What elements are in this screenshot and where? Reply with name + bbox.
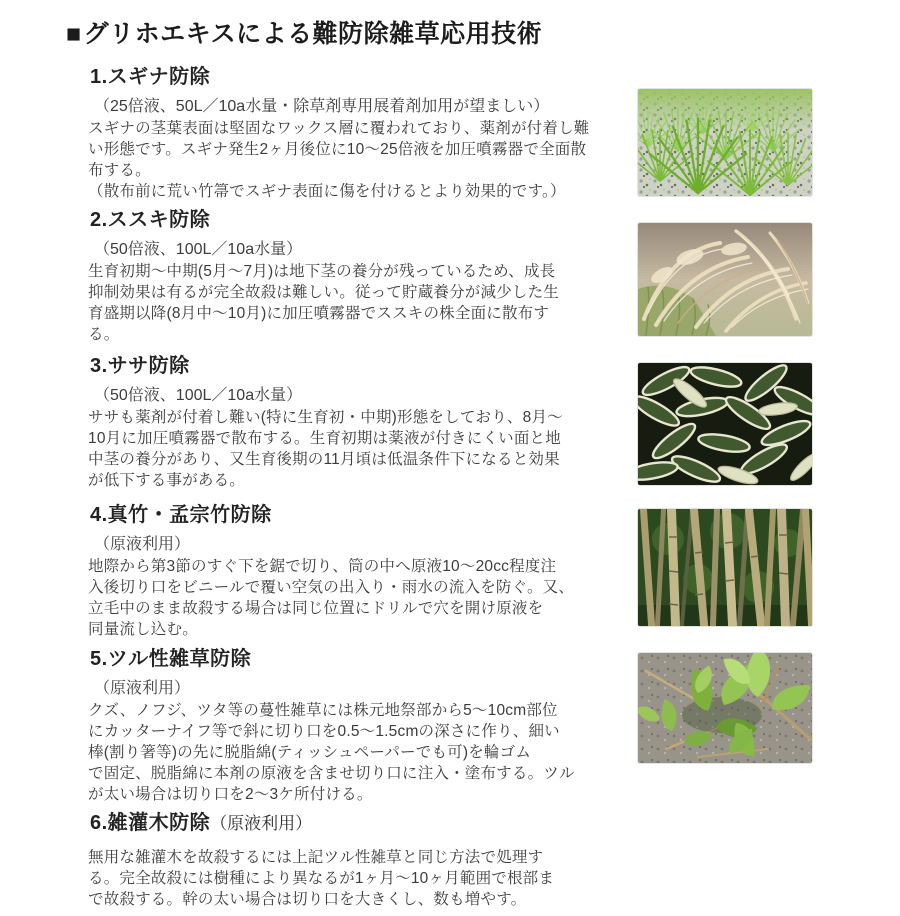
section-sugina: [88, 64, 633, 202]
section-body-text: ササも薬剤が付着し難い(特に生育初・中期)形態をしており、8月～ 10月に加圧噴霧器で散布する。生育初期は薬液が付きにくい面と地 中茎の養分があり、又生育後期の11月頃は低温条件下になると効果 が低下する事がある。: [88, 409, 563, 489]
section-body-text: 無用な雑灌木を故殺するには上記ツル性雑草と同じ方法で処理す る。完全故殺には樹種により異なるが1ヶ月～10ヶ月範囲で根部ま で故殺する。幹の太い場合は切り口を大きくし、数も増やす。: [88, 849, 555, 908]
sasa-leaves-photo: [637, 362, 813, 486]
section-heading: 1.スギナ防除: [90, 66, 211, 88]
section-heading: 6.雑灌木防除（原液利用）: [90, 812, 313, 834]
section-dosage-note: （50倍液、100L／10a水量）: [94, 241, 303, 258]
section-heading: 2.ススキ防除: [90, 209, 211, 231]
section-sasa: [88, 353, 633, 491]
section-heading: 5.ツル性雑草防除: [90, 648, 252, 670]
section-susuki: [88, 207, 633, 345]
section-body-text: スギナの茎葉表面は堅固なワックス層に覆われており、薬剤が付着し難 い形態です。スギナ発生2ヶ月後位に10～25倍液を加圧噴霧器で全面散 布する。 （散布前に荒い竹箒でスギナ表面に傷を付けるとより効果的です。）: [88, 120, 590, 200]
section-heading: 3.ササ防除: [90, 355, 190, 377]
section-body-text: 生育初期～中期(5月～7月)は地下茎の養分が残っているため、成長 抑制効果は有るが完全故殺は難しい。従って貯蔵養分が減少した生 育盛期以降(8月中～10月)に加圧噴霧器でススキの株全面に散布す る。: [88, 263, 560, 343]
section-body-text: 地際から第3節のすぐ下を鋸で切り、筒の中へ原液10～20cc程度注 入後切り口をビニールで覆い空気の出入り・雨水の流入を防ぐ。又、 立毛中のまま故殺する場合は同じ位置にドリルで穴を開け原液を 同量流し込む。: [88, 558, 575, 638]
section-dosage-note: （原液利用）: [94, 680, 191, 697]
kudzu-vine-photo: [637, 652, 813, 764]
section-vine-weeds: [88, 646, 633, 805]
heading-inline-note: （原液利用）: [210, 814, 313, 833]
susuki-pampas-photo: [637, 222, 813, 337]
section-body-text: クズ、ノフジ、ツタ等の蔓性雑草には株元地祭部から5～10cm部位 にカッターナイフ等で斜に切り口を0.5～1.5cmの深さに作り、細い 棒(割り箸等)の先に脱脂綿(ティッシュペーパーでも可)を輪ゴム で固定、脱脂綿に本剤の原液を含ませ切り口に注入・塗布する。ツル が太い場合は切り口を2～3ケ所付ける。: [88, 702, 575, 803]
section-heading: 4.真竹・孟宗竹防除: [90, 504, 272, 526]
section-bamboo: [88, 502, 633, 640]
title-square-bullet-icon: ■: [66, 20, 82, 48]
section-dosage-note: （25倍液、50L／10a水量・除草剤専用展着剤加用が望ましい）: [94, 98, 550, 115]
section-dosage-note: （原液利用）: [94, 536, 191, 553]
page-title-text: グリホエキスによる難防除雑草応用技術: [83, 20, 543, 48]
page-title: [66, 14, 542, 50]
section-dosage-note: （50倍液、100L／10a水量）: [94, 387, 303, 404]
bamboo-grove-photo: [637, 508, 813, 627]
section-shrubs: [88, 810, 633, 910]
sugina-horsetail-photo: [637, 88, 813, 197]
